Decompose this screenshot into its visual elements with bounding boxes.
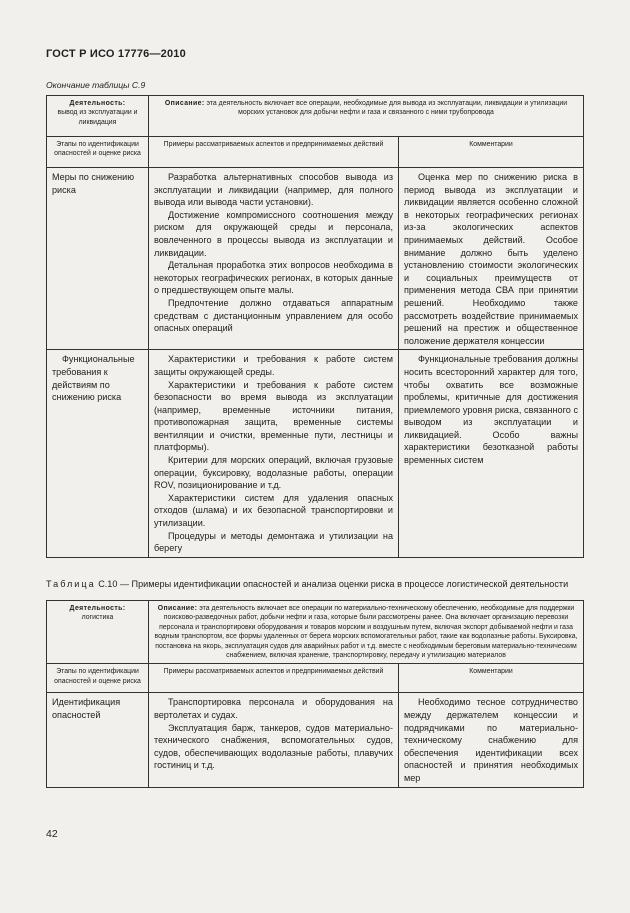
table-c9-header-row <box>47 137 584 168</box>
example-item: Предпочтение должно отдаваться аппаратным средствам с дистанционным управлением для особо опасных операций <box>154 297 393 334</box>
col-header-stage: Этапы по идентификации опасностей и оценке риска <box>47 664 149 693</box>
comment-text: Оценка мер по снижению риска в период вывода из эксплуатации и ликвидации является особенно сложной в некоторых географических регионах из-за экологических аспектов принимаемых действий. Особое внимание должно быть уделено установлению стоимости экологических и социальных преимуществ от применения метода СВА при принятии решений. Необходимо также рассмотреть воздействие принимаемых решений на престиж и общественное положение держателя концессии <box>404 172 578 346</box>
example-item: Критерии для морских операций, включая грузовые операции, буксировку, водолазные работы, операции ROV, позиционирование и т.д. <box>154 455 393 491</box>
col-header-comments: Комментарии <box>399 664 584 693</box>
example-item: Детальная проработка этих вопросов необходима в некоторых географических регионах, в которых данные о предшествующем опыте малы. <box>154 260 393 296</box>
activity-label: Деятельность: <box>69 605 126 612</box>
table-c9 <box>46 95 584 558</box>
col-header-examples: Примеры рассматриваемых аспектов и предпринимаемых действий <box>149 137 399 168</box>
description-text: эта деятельность включает все операции по материально-техническому обеспечению, необходимые для поддержки поисково-разведочных работ, добычи нефти и газа, которые были рассмотрены ранее. Она включает организацию перевозки персонала и транспортировки оборудования и товаров морским и воздушным путем, включая экспорт добываемой нефти и газа водным транспортом, все формы удаленных от берега морских вспомогательных работ, такие как водолазные работы. Буксировка, постановка на якорь, эксплуатация судов для аварийных работ и т.д. вместе с необходимым береговым материально-техническим снабжением, включая хранение, транспортировку, передачу и утилизацию материалов <box>154 605 578 660</box>
comment-cell <box>399 350 584 558</box>
table-row <box>47 168 584 350</box>
example-item: Транспортировка персонала и оборудования на вертолетах и судах. <box>154 697 393 721</box>
table-row <box>47 693 584 787</box>
example-item: Разработка альтернативных способов вывода из эксплуатации и ликвидации (например, для полного вывода или вывода части установки). <box>154 172 393 208</box>
description-text: эта деятельность включает все операции, необходимые для вывода из эксплуатации, ликвидации и утилизации морских установок для добычи нефти и газа и связанного с ними трубопровода <box>206 100 568 117</box>
description-label: Описание: <box>157 605 198 612</box>
table-c9-activity-row <box>47 96 584 137</box>
example-item: Достижение компромиссного соотношения между риском для окружающей среды и персонала, вовлеченного в процессы вывода из эксплуатации и ликвидации. <box>154 209 393 258</box>
col-header-comments: Комментарии <box>399 137 584 168</box>
example-item: Эксплуатация барж, танкеров, судов материально-технического снабжения, вспомогательных судов, судов, обеспечивающих водолазные работы, плавучих гостиниц и т.д. <box>154 722 393 771</box>
activity-label: Деятельность: <box>69 100 126 107</box>
table-c10-activity-row <box>47 601 584 664</box>
table-caption-text: С.10 — Примеры идентификации опасностей и анализа оценки риска в процессе логистической деятельности <box>98 579 569 589</box>
comment-cell <box>399 168 584 350</box>
table-c9-caption: Окончание таблицы С.9 <box>46 80 146 90</box>
comment-cell <box>399 693 584 787</box>
description-label: Описание: <box>164 100 205 107</box>
table-c10 <box>46 600 584 788</box>
activity-description <box>149 601 584 664</box>
stage-cell: Меры по снижению риска <box>47 168 149 350</box>
comment-text: Необходимо тесное сотрудничество между держателем концессии и подрядчиками по материально-техническому снабжению для обеспечения идентификации всех опасностей и принятия необходимых мер <box>404 697 578 783</box>
table-row <box>47 350 584 558</box>
col-header-examples: Примеры рассматриваемых аспектов и предпринимаемых действий <box>149 664 399 693</box>
table-c10-caption <box>46 578 586 590</box>
page-number: 42 <box>46 828 58 840</box>
example-item: Процедуры и методы демонтажа и утилизации на берегу <box>154 530 393 554</box>
activity-description <box>149 96 584 137</box>
stage-cell: Идентификация опасностей <box>47 693 149 787</box>
examples-cell <box>149 350 399 558</box>
examples-cell <box>149 693 399 787</box>
activity-value: логистика <box>81 614 114 622</box>
comment-text: Функциональные требования должны носить всесторонний характер для того, чтобы охватить все возможные проблемы, критичные для достижения приемлемого уровня риска, связанного с выводом из эксплуатации и ликвидацией. Особо важны характеристики безотказной работы временных систем <box>404 354 578 466</box>
table-c10-header-row <box>47 664 584 693</box>
col-header-stage: Этапы по идентификации опасностей и оценке риска <box>47 137 149 168</box>
example-item: Характеристики систем для удаления опасных отходов (шлама) и их безопасной транспортировки и утилизации. <box>154 492 393 529</box>
example-item: Характеристики и требования к работе систем защиты окружающей среды. <box>154 354 393 377</box>
document-header: ГОСТ Р ИСО 17776—2010 <box>46 48 186 60</box>
table-caption-prefix: Таблица <box>46 579 96 589</box>
examples-cell <box>149 168 399 350</box>
stage-cell: Функциональные требования к действиям по снижению риска <box>47 350 149 558</box>
activity-value: вывод из эксплуатации и ликвидация <box>57 109 138 126</box>
example-item: Характеристики и требования к работе систем безопасности во время вывода из эксплуатации (например, временные источники питания, противопожарная защита, временные системы вентиляции и очистки, временные пути, лестницы и платформы). <box>154 379 393 453</box>
